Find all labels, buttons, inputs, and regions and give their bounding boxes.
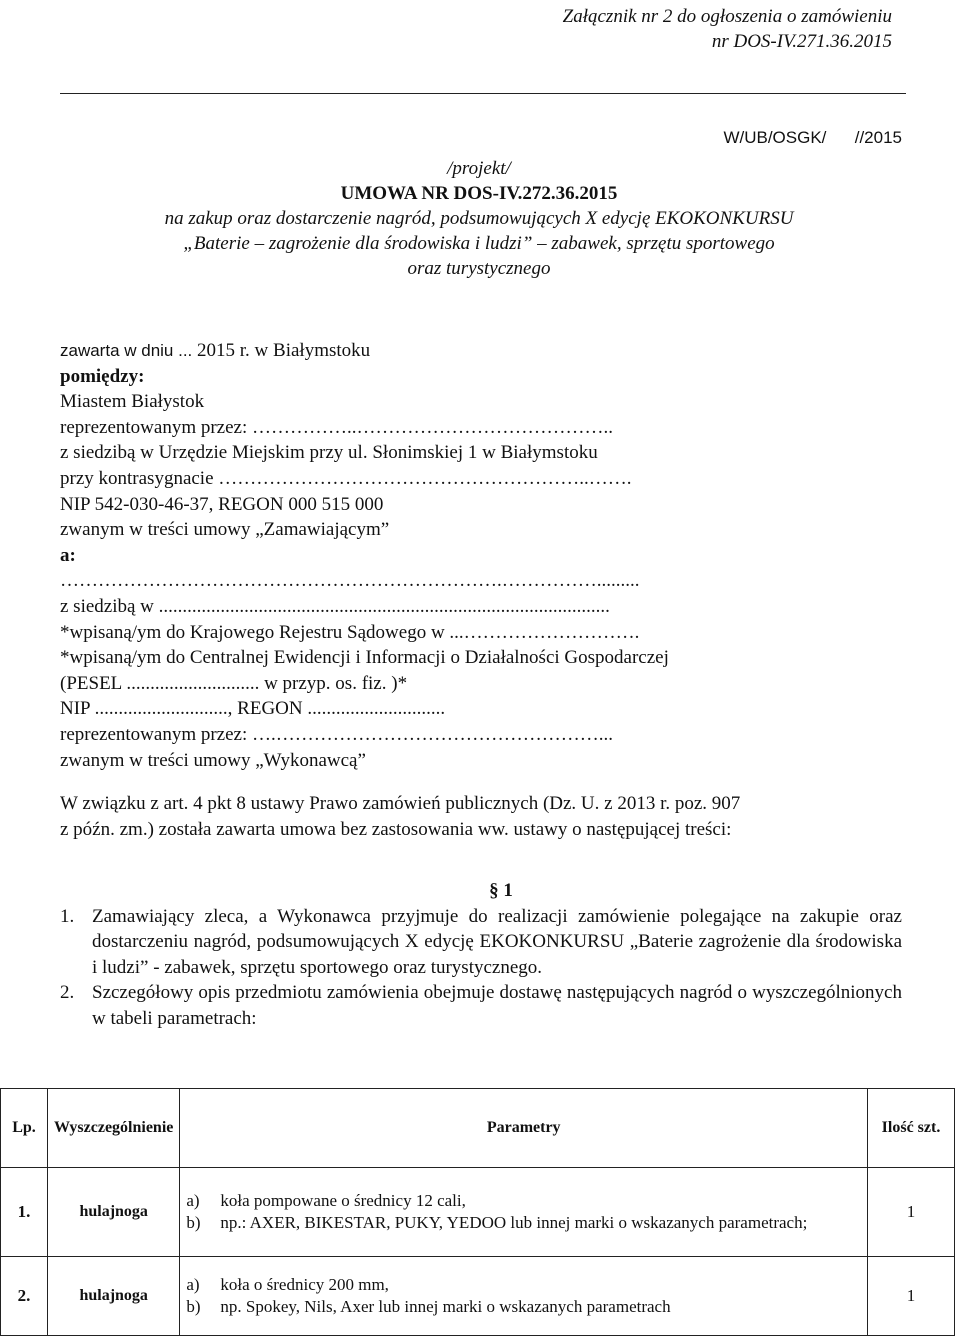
- projekt-label: /projekt/: [447, 158, 511, 179]
- header-name: Wyszczególnienie: [48, 1089, 180, 1168]
- table-row: [1, 1168, 955, 1257]
- party1-countersignature: przy kontrasygnacie …………………………………………………..…….: [60, 467, 632, 489]
- table-header-row: [1, 1089, 955, 1168]
- cell-params: [180, 1168, 868, 1257]
- section-1: [60, 878, 902, 1032]
- contract-date-line: [60, 338, 902, 364]
- legal-basis-1: W związku z art. 4 pkt 8 ustawy Prawo zamówień publicznych (Dz. U. z 2013 r. poz. 907: [60, 793, 741, 815]
- header-divider: [60, 93, 906, 94]
- annex-line-1: Załącznik nr 2 do ogłoszenia o zamówieniu: [562, 6, 892, 27]
- param-text: koła pompowane o średnicy 12 cali,: [220, 1191, 466, 1210]
- subject-line-3: oraz turystycznego: [407, 258, 551, 279]
- param-text: np.: AXER, BIKESTAR, PUKY, YEDOO lub innej marki o wskazanych parametrach;: [220, 1213, 808, 1232]
- param-text: np. Spokey, Nils, Axer lub innej marki o wskazanych parametrach: [220, 1297, 671, 1316]
- party1-nip: NIP 542-030-46-37, REGON 000 515 000: [60, 493, 384, 515]
- party1-called: zwanym w treści umowy „Zamawiającym”: [60, 519, 390, 541]
- party1-seat-b: Słonimskiej 1 w Białymstoku: [367, 442, 598, 464]
- cell-lp: 1.: [1, 1168, 48, 1257]
- header-qty: Ilość szt.: [868, 1089, 955, 1168]
- table-row: [1, 1257, 955, 1336]
- cell-qty: 1: [868, 1257, 955, 1336]
- subject-line-2: „Baterie – zagrożenie dla środowiska i ludzi” – zabawek, sprzętu sportowego: [183, 233, 775, 254]
- party2-called: zwanym w treści umowy „Wykonawcą”: [60, 749, 366, 771]
- and-label: a:: [60, 544, 76, 566]
- param-marker: b): [186, 1213, 201, 1232]
- party2-ceidg: *wpisaną/ym do Centralnej Ewidencji i Informacji o Działalności Gospodarczej: [60, 647, 669, 669]
- cell-name: hulajnoga: [48, 1257, 180, 1336]
- party2-krs: *wpisaną/ym do Krajowego Rejestru Sądowego w ...……………………….: [60, 621, 640, 643]
- header-params: Parametry: [180, 1089, 868, 1168]
- section-1-list: [60, 904, 902, 1032]
- contract-title: [60, 156, 898, 281]
- cell-lp: 2.: [1, 1257, 48, 1336]
- party1-seat: [60, 440, 902, 466]
- list-item: [60, 980, 902, 1031]
- spacer: [60, 773, 902, 791]
- items-table: [0, 1088, 955, 1336]
- list-item-text: Szczegółowy opis przedmiotu zamówienia obejmuje dostawę następujących nagród o wyszczególnionych w tabeli parametrach:: [92, 982, 902, 1029]
- party2-nip: NIP ............................, REGON .............................: [60, 698, 446, 720]
- umowa-number: UMOWA NR DOS-IV.272.36.2015: [340, 183, 618, 204]
- contract-code: W/UB/OSGK/ //2015: [723, 128, 902, 147]
- param-marker: b): [186, 1297, 201, 1316]
- parties-section: [60, 338, 902, 842]
- list-item-number: 2.: [60, 982, 75, 1004]
- party2-pesel: (PESEL ............................ w przyp. os. fiz. )*: [60, 672, 408, 694]
- cell-qty: 1: [868, 1168, 955, 1257]
- between-label: pomiędzy:: [60, 365, 145, 387]
- cell-params: [180, 1257, 868, 1336]
- party2-seat: z siedzibą w ...............................................................................................: [60, 595, 610, 617]
- date-place: 2015 r. w Białymstoku: [192, 340, 371, 361]
- section-1-heading: § 1: [489, 880, 513, 901]
- date-label: zawarta w dniu ...: [60, 341, 193, 360]
- annex-header: [563, 4, 892, 54]
- list-item: [60, 904, 902, 981]
- party1-represented: reprezentowanym przez: ……………..…………………………………..: [60, 416, 614, 438]
- param-marker: a): [186, 1275, 200, 1294]
- party1-seat-a: z siedzibą w Urzędzie Miejskim przy ul.: [60, 442, 368, 464]
- party2-represented: reprezentowanym przez: ….……………………………………………...: [60, 723, 614, 745]
- party1-name: Miastem Białystok: [60, 391, 205, 413]
- legal-basis-2: z późn. zm.) została zawarta umowa bez zastosowania ww. ustawy o następującej treści:: [60, 818, 732, 840]
- param-marker: a): [186, 1191, 200, 1210]
- party2-name: …………………………………………………………….…………….........: [60, 570, 640, 592]
- annex-line-2: nr DOS-IV.271.36.2015: [711, 31, 892, 52]
- cell-name: hulajnoga: [48, 1168, 180, 1257]
- list-item-text: Zamawiający zleca, a Wykonawca przyjmuje do realizacji zamówienie polegające na zakupie oraz dostarczeniu nagród, podsumowujących X edycję EKOKONKURSU „Baterie zagrożenie dla środowiska i ludzi” - zabawek, sprzętu sportowego oraz turystycznego.: [92, 905, 902, 978]
- header-lp: Lp.: [1, 1089, 48, 1168]
- param-text: koła o średnicy 200 mm,: [220, 1275, 389, 1294]
- subject-line-1: na zakup oraz dostarczenie nagród, podsumowujących X edycję EKOKONKURSU: [164, 208, 794, 229]
- list-item-number: 1.: [60, 905, 75, 927]
